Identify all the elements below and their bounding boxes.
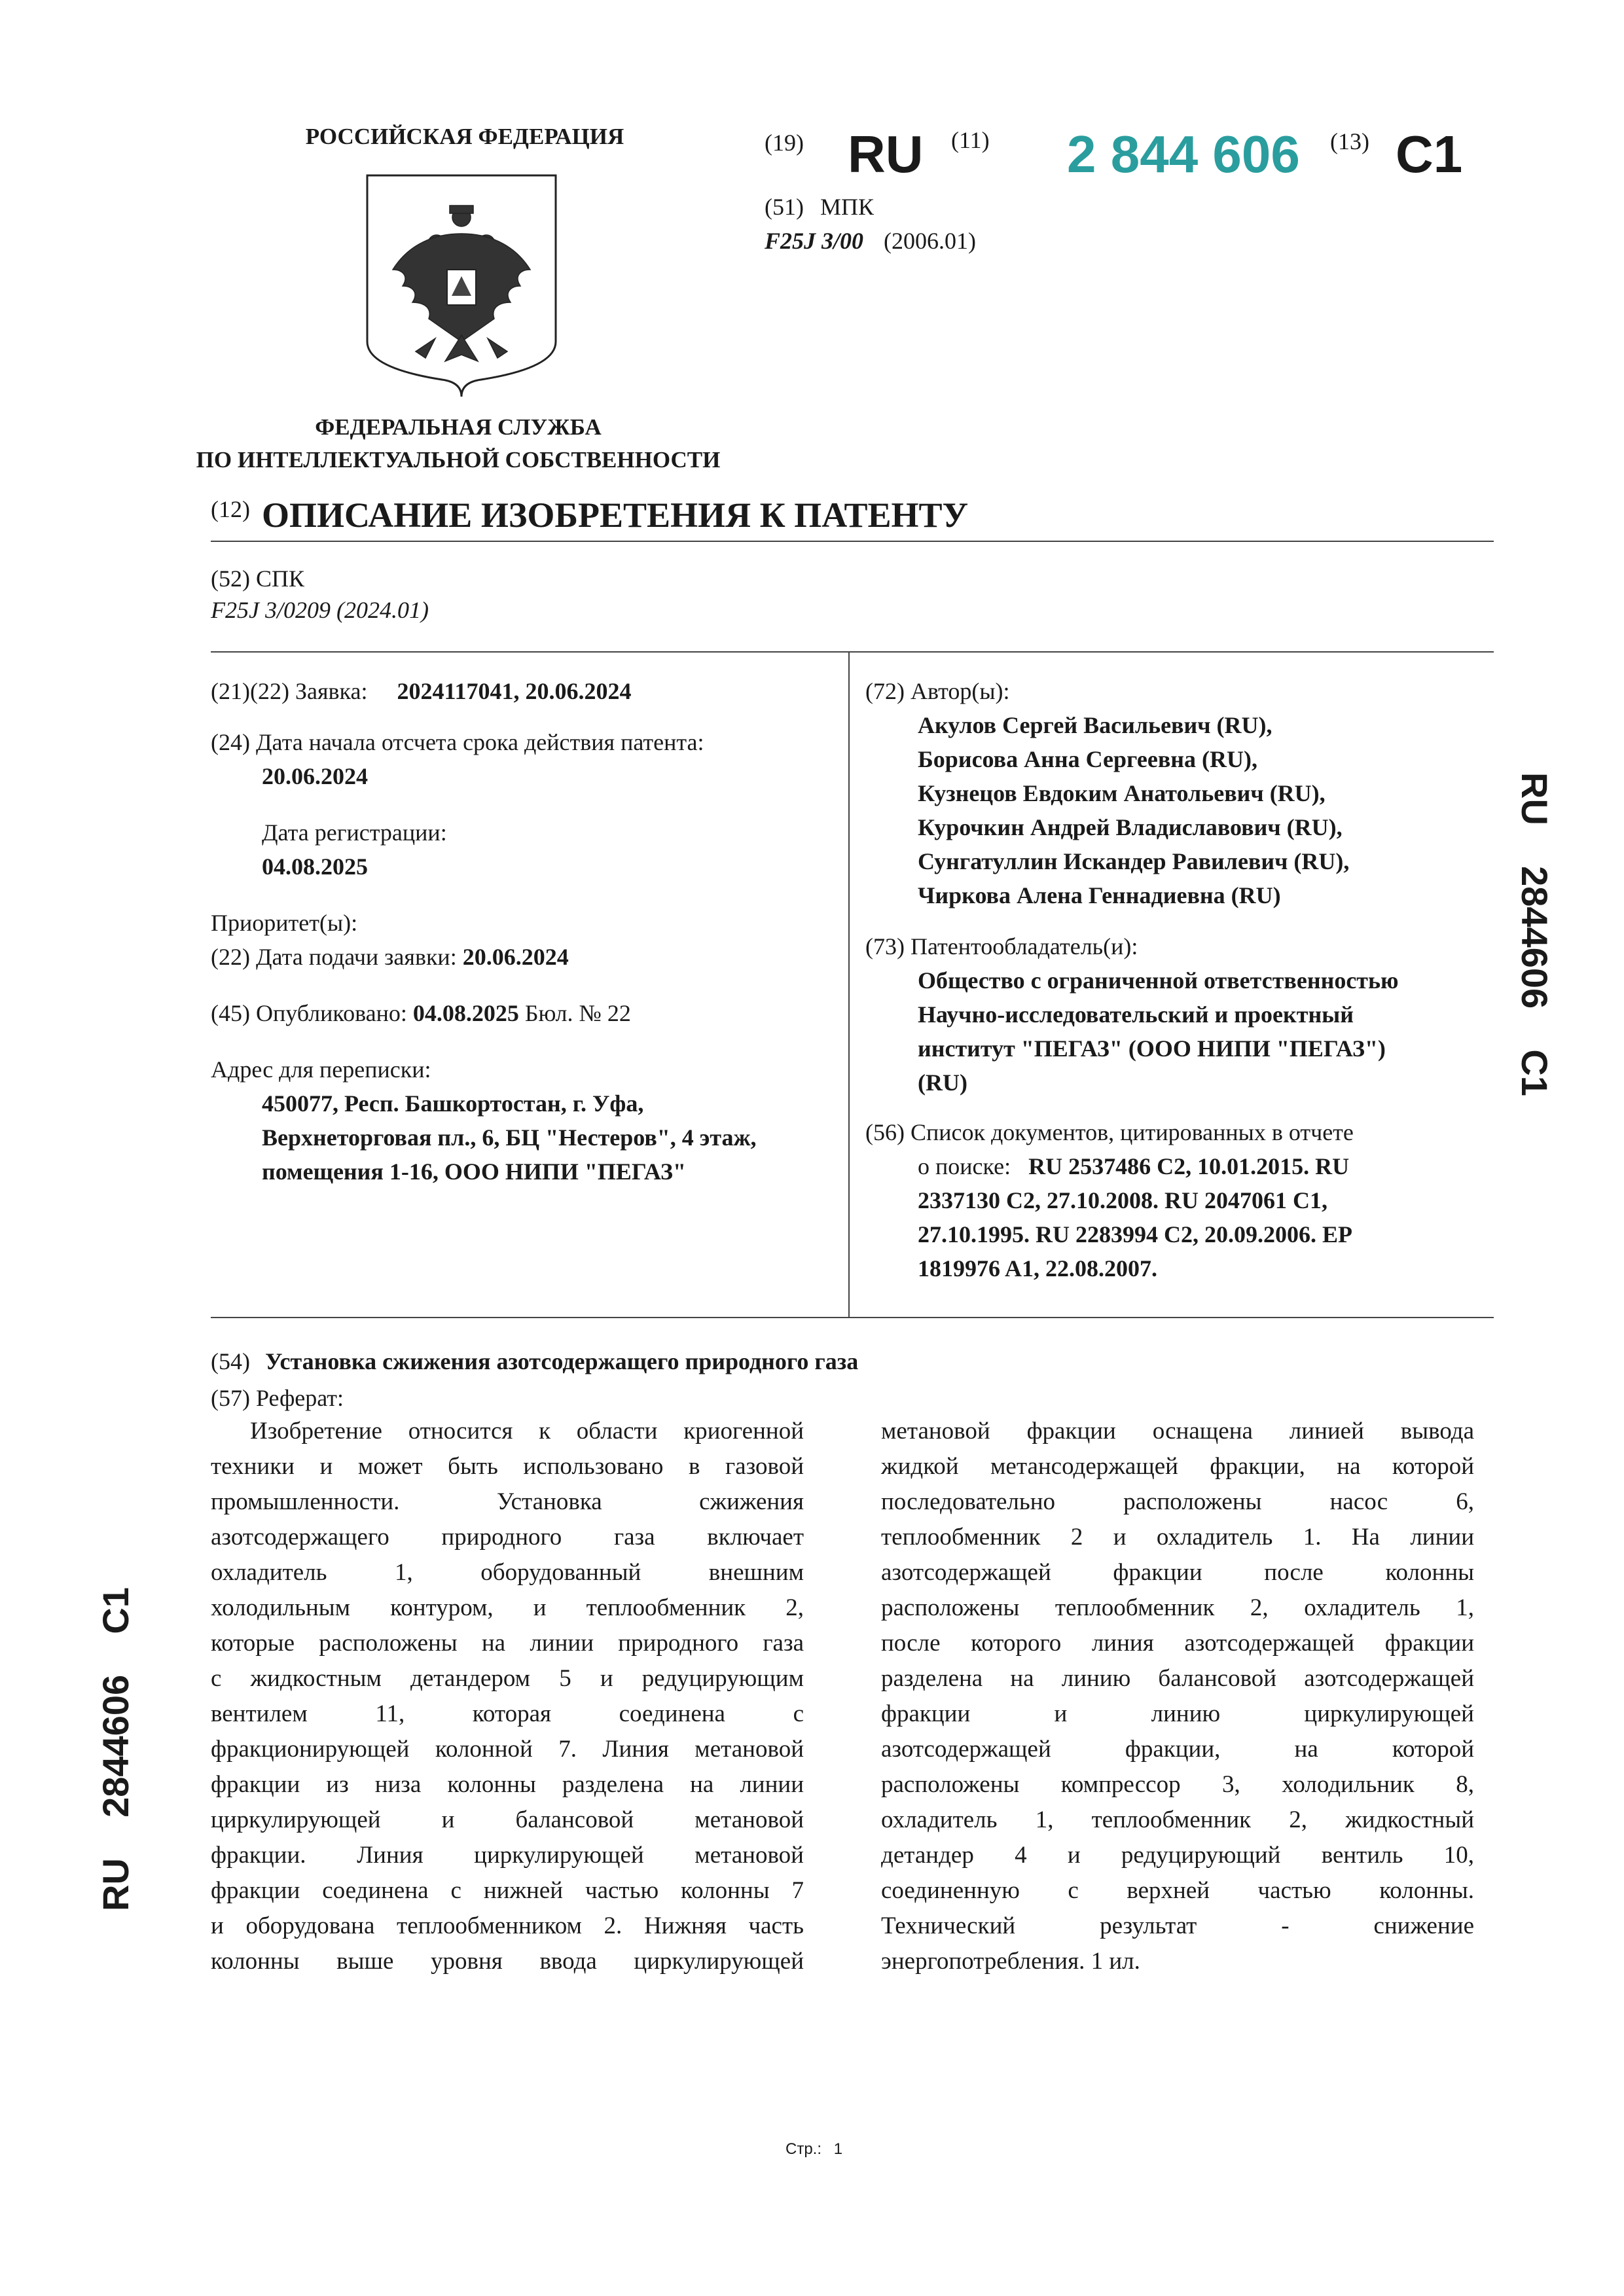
abstract-line: вентилем 11, которая соединена с <box>211 1700 804 1727</box>
page-number: 1 <box>833 2140 843 2158</box>
country-code: RU <box>848 125 924 183</box>
authors-list <box>918 708 1494 912</box>
ipc-class: F25J 3/00 <box>765 228 864 254</box>
owner-line: институт "ПЕГАЗ" (ООО НИПИ "ПЕГАЗ") <box>918 1035 1386 1062</box>
divider-bibliographic <box>211 651 1494 653</box>
code-19: (19) <box>765 130 804 156</box>
owner-line: Общество с ограниченной ответственностью <box>918 967 1399 994</box>
references-label: (56) Список документов, цитированных в отчете <box>865 1119 1354 1145</box>
document-title: ОПИСАНИЕ ИЗОБРЕТЕНИЯ К ПАТЕНТУ <box>261 495 969 535</box>
cpc-label: (52) СПК <box>211 565 304 592</box>
author-item: Акулов Сергей Васильевич (RU), <box>918 712 1272 738</box>
side-id-left: RU 2844606 C1 <box>95 1587 136 1911</box>
abstract-line: фракции из низа колонны разделена на линии <box>211 1771 804 1798</box>
abstract-line: соединенную с верхней частью колонны. <box>881 1877 1474 1904</box>
author-item: Сунгатуллин Искандер Равилевич (RU), <box>918 848 1350 874</box>
author-item: Кузнецов Евдоким Анатольевич (RU), <box>918 780 1326 806</box>
abstract-line: охладитель 1, теплообменник 2, жидкостный <box>881 1806 1474 1833</box>
registration-value: 04.08.2025 <box>262 853 368 880</box>
abstract-line: последовательно расположены насос 6, <box>881 1488 1474 1515</box>
published-value: 04.08.2025 <box>412 1000 519 1026</box>
page-label: Стр.: <box>785 2140 822 2158</box>
address-line: 450077, Респ. Башкортостан, г. Уфа, <box>262 1090 644 1117</box>
reference-line: 1819976 A1, 22.08.2007. <box>918 1255 1158 1282</box>
filing-label: (22) Дата подачи заявки: <box>211 944 457 970</box>
abstract-line: холодильным контуром, и теплообменник 2, <box>211 1594 804 1621</box>
abstract-line: техники и может быть использовано в газовой <box>211 1453 804 1480</box>
patent-number: 2 844 606 <box>1067 125 1300 183</box>
term-label: (24) Дата начала отсчета срока действия патента: <box>211 729 704 755</box>
agency-name-line1: ФЕДЕРАЛЬНАЯ СЛУЖБА <box>315 414 602 440</box>
abstract-line: теплообменник 2 и охладитель 1. На линии <box>881 1524 1474 1551</box>
abstract-line: охладитель 1, оборудованный внешним <box>211 1559 804 1586</box>
abstract-column-left <box>211 1414 804 1979</box>
owner-line: Научно-исследовательский и проектный <box>918 1001 1354 1028</box>
owner-label: (73) Патентообладатель(и): <box>865 933 1138 960</box>
filing-value: 20.06.2024 <box>462 944 569 970</box>
agency-name-line2: ПО ИНТЕЛЛЕКТУАЛЬНОЙ СОБСТВЕННОСТИ <box>196 447 721 473</box>
owner-block <box>918 963 1494 1100</box>
abstract-line: азотсодержащего природного газа включает <box>211 1524 804 1551</box>
code-12: (12) <box>211 496 250 522</box>
address-label: Адрес для переписки: <box>211 1056 431 1083</box>
abstract-line: и оборудована теплообменником 2. Нижняя часть <box>211 1912 804 1939</box>
abstract-line: детандер 4 и редуцирующий вентиль 10, <box>881 1842 1474 1869</box>
address-line: помещения 1-16, ООО НИПИ "ПЕГАЗ" <box>262 1158 686 1185</box>
abstract-line: фракции. Линия циркулирующей метановой <box>211 1842 804 1869</box>
published-label: (45) Опубликовано: <box>211 1000 407 1026</box>
abstract-line: энергопотребления. 1 ил. <box>881 1948 1140 1975</box>
reference-line: 2337130 C2, 27.10.2008. RU 2047061 C1, <box>918 1187 1327 1213</box>
abstract-label: (57) Реферат: <box>211 1385 344 1411</box>
divider-title <box>211 541 1494 542</box>
term-value: 20.06.2024 <box>262 763 368 789</box>
abstract-line: фракции соединена с нижней частью колонны 7 <box>211 1877 804 1904</box>
author-item: Чиркова Алена Геннадиевна (RU) <box>918 882 1281 908</box>
abstract-line: расположены теплообменник 2, охладитель 1, <box>881 1594 1474 1621</box>
abstract-line: после которого линия азотсодержащей фракции <box>881 1630 1474 1657</box>
invention-title: Установка сжижения азотсодержащего природного газа <box>264 1348 859 1374</box>
cpc-value: F25J 3/0209 (2024.01) <box>211 597 429 623</box>
code-51: (51) <box>765 194 804 220</box>
abstract-line: метановой фракции оснащена линией вывода <box>881 1418 1474 1444</box>
side-id-right: RU 2844606 C1 <box>1514 772 1555 1096</box>
abstract-line: циркулирующей и балансовой метановой <box>211 1806 804 1833</box>
abstract-line: жидкой метансодержащей фракции, на которой <box>881 1453 1474 1480</box>
priority-label: Приоритет(ы): <box>211 910 358 936</box>
owner-line: (RU) <box>918 1069 967 1096</box>
abstract-line: которые расположены на линии природного газа <box>211 1630 804 1657</box>
authors-label: (72) Автор(ы): <box>865 678 1010 704</box>
code-54: (54) <box>211 1348 250 1374</box>
abstract-line: Изобретение относится к области криогенной <box>250 1418 804 1444</box>
bulletin-number: Бюл. № 22 <box>524 1000 631 1026</box>
application-label: (21)(22) Заявка: <box>211 678 368 704</box>
code-13: (13) <box>1330 128 1369 154</box>
reference-line: RU 2537486 C2, 10.01.2015. RU <box>1028 1153 1350 1179</box>
abstract-line: промышленности. Установка сжижения <box>211 1488 804 1515</box>
country-name: РОССИЙСКАЯ ФЕДЕРАЦИЯ <box>305 124 624 149</box>
author-item: Курочкин Андрей Владиславович (RU), <box>918 814 1343 840</box>
ipc-label: МПК <box>820 194 875 220</box>
application-value: 2024117041, 20.06.2024 <box>397 678 632 704</box>
registration-label: Дата регистрации: <box>262 819 447 846</box>
abstract-line: фракции и линию циркулирующей <box>881 1700 1474 1727</box>
abstract-line: с жидкостным детандером 5 и редуцирующим <box>211 1665 804 1692</box>
abstract-line: азотсодержащей фракции, на которой <box>881 1736 1474 1763</box>
abstract-line: Технический результат - снижение <box>881 1912 1474 1939</box>
abstract-line: азотсодержащей фракции после колонны <box>881 1559 1474 1586</box>
reference-line: 27.10.1995. RU 2283994 C2, 20.09.2006. EP <box>918 1221 1352 1247</box>
author-item: Борисова Анна Сергеевна (RU), <box>918 746 1257 772</box>
column-divider <box>848 653 850 1317</box>
abstract-line: фракционирующей колонной 7. Линия метановой <box>211 1736 804 1763</box>
abstract-column-right <box>881 1414 1474 1979</box>
divider-abstract <box>211 1317 1494 1318</box>
address-block <box>262 1086 839 1189</box>
references-label-cont: о поиске: <box>918 1153 1011 1179</box>
ipc-year: (2006.01) <box>884 228 976 254</box>
kind-code: C1 <box>1396 125 1463 183</box>
abstract-line: колонны выше уровня ввода циркулирующей <box>211 1948 804 1975</box>
code-11: (11) <box>951 127 990 153</box>
abstract-line: разделена на линию балансовой азотсодержащей <box>881 1665 1474 1692</box>
coat-of-arms-icon <box>363 171 560 401</box>
abstract-line: расположены компрессор 3, холодильник 8, <box>881 1771 1474 1798</box>
address-line: Верхнеторговая пл., 6, БЦ "Нестеров", 4 этаж, <box>262 1124 757 1151</box>
